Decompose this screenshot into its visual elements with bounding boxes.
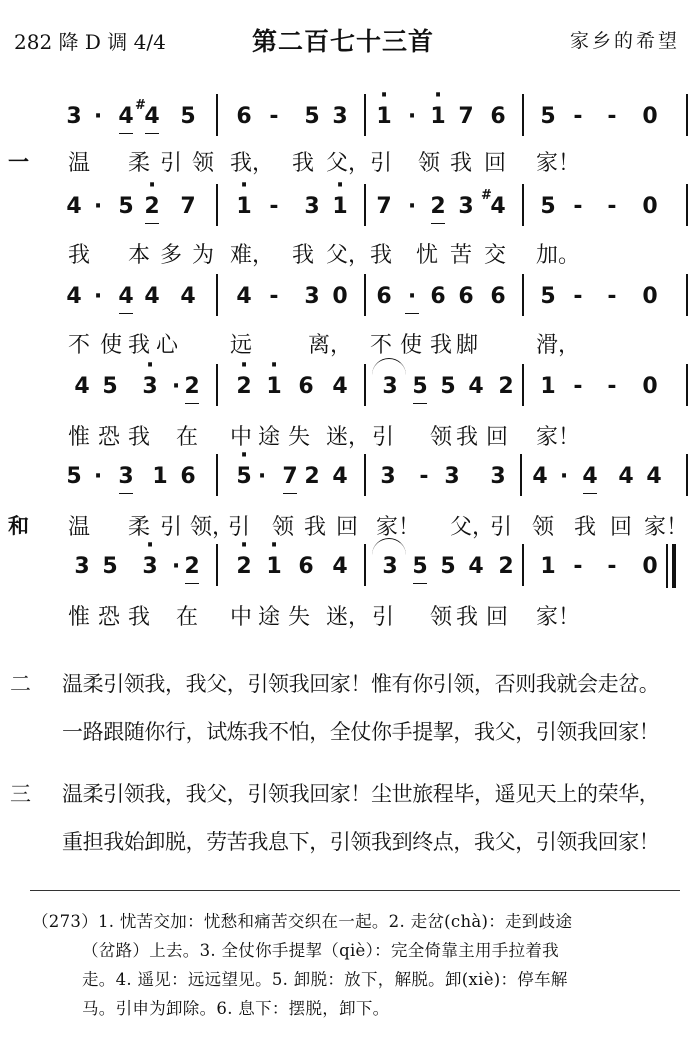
lyric-word: 引 <box>372 425 395 450</box>
note: · <box>398 284 426 309</box>
note: - <box>573 554 583 579</box>
note: - <box>573 374 583 399</box>
bar-line <box>686 274 688 316</box>
note: 2 <box>178 554 206 579</box>
bar-line <box>686 364 688 406</box>
notation-line <box>0 284 700 318</box>
footnote-line: 马。引申为卸除。6. 息下：摆脱，卸下。 <box>82 999 390 1018</box>
bar-line <box>522 544 524 586</box>
bar-line <box>686 184 688 226</box>
note: · 1 <box>230 194 258 219</box>
verse-number: 二 <box>10 672 31 696</box>
lyric-word: 我 <box>128 425 151 450</box>
note: · 3 <box>136 374 164 399</box>
note: 6 <box>490 104 506 129</box>
note: - <box>419 464 429 489</box>
note: 4 <box>332 464 348 489</box>
hymn-title: 第二百七十三首 <box>252 27 435 56</box>
verse-line: 重担我始卸脱，劳苦我息下，引领我到终点，我父，引领我回家！ <box>62 830 660 854</box>
bar-line <box>216 274 218 316</box>
note: 5 <box>540 104 556 129</box>
lyric-word: 在 <box>176 605 199 630</box>
note: 3 <box>444 464 460 489</box>
lyric-word: 温 <box>68 151 91 176</box>
note: 2 <box>498 374 514 399</box>
stanza-label: 和 <box>8 513 29 538</box>
note: 6 <box>458 284 474 309</box>
note: 4 <box>646 464 662 489</box>
lyric-word: 加。 <box>536 243 581 268</box>
lyric-line <box>0 238 700 272</box>
notation-line <box>0 194 700 228</box>
note: · 1 <box>424 104 452 129</box>
note: - <box>573 194 583 219</box>
note: 3 <box>490 464 506 489</box>
lyric-word: 忧 <box>416 243 439 268</box>
bar-line <box>520 454 522 496</box>
note: 0 <box>642 554 658 579</box>
notation-line <box>0 464 700 498</box>
bar-line <box>216 454 218 496</box>
note: · 1 <box>260 374 288 399</box>
lyric-word: 父， <box>450 515 495 540</box>
footnote-line: 走。4. 遥见：远远望见。5. 卸脱：放下，解脱。卸(xiè)：停车解 <box>82 970 568 989</box>
note: · <box>93 194 103 219</box>
verse-line: 温柔引领我，我父，引领我回家！尘世旅程毕，遥见天上的荣华， <box>62 782 660 806</box>
lyric-word: 使 <box>100 333 123 358</box>
lyric-word: 领 <box>430 425 453 450</box>
note: · 1 <box>370 104 398 129</box>
note: - <box>573 104 583 129</box>
lyric-word: 回 <box>484 151 507 176</box>
note: # 4 <box>484 194 512 219</box>
note: 1 <box>152 464 168 489</box>
notation-line <box>0 374 700 408</box>
note: 0 <box>332 284 348 309</box>
note: 6 <box>236 104 252 129</box>
lyric-word: 恐 <box>98 605 121 630</box>
bar-line <box>364 364 366 406</box>
bar-line <box>364 94 366 136</box>
note: 5 <box>102 554 118 579</box>
bar-line <box>364 544 366 586</box>
note: · 1 <box>260 554 288 579</box>
verse-number: 三 <box>10 782 31 806</box>
lyric-word: 失 <box>288 425 311 450</box>
note: 5 <box>406 374 434 399</box>
note: 4 <box>332 554 348 579</box>
bar-line <box>522 184 524 226</box>
note: · 1 <box>326 194 354 219</box>
lyric-word: 惟 <box>68 425 91 450</box>
lyric-word: 引 <box>372 605 395 630</box>
note: 4 <box>74 374 90 399</box>
lyric-word: 脚 <box>456 333 479 358</box>
lyric-line <box>0 420 700 454</box>
lyric-word: 使 <box>400 333 423 358</box>
note: - <box>269 284 279 309</box>
lyric-word: 在 <box>176 425 199 450</box>
note: - <box>607 374 617 399</box>
note: 5 <box>406 554 434 579</box>
note: · <box>257 464 267 489</box>
note: # 4 <box>138 104 166 129</box>
note: 3 <box>304 284 320 309</box>
note: 3 <box>332 104 348 129</box>
note: 2 <box>178 374 206 399</box>
lyric-word: 引 <box>370 151 393 176</box>
note: 4 <box>66 194 82 219</box>
note: 5 <box>540 284 556 309</box>
note: 3 <box>458 194 474 219</box>
stanza-label: 一 <box>8 149 29 174</box>
lyric-word: 领 <box>430 605 453 630</box>
lyric-word: 领 <box>532 515 555 540</box>
note: - <box>607 554 617 579</box>
lyric-word: 我 <box>456 425 479 450</box>
note: 4 <box>144 284 160 309</box>
lyric-word: 恐 <box>98 425 121 450</box>
lyric-word: 我 <box>456 605 479 630</box>
lyric-word: 离， <box>308 333 353 358</box>
lyric-word: 失 <box>288 605 311 630</box>
lyric-word: 家！ <box>376 515 421 540</box>
note: 4 <box>66 284 82 309</box>
note: · <box>171 374 181 399</box>
lyric-word: 柔 <box>128 515 151 540</box>
note: 4 <box>532 464 548 489</box>
lyric-word: 引 <box>160 151 183 176</box>
bar-line <box>364 454 366 496</box>
note: 5 <box>180 104 196 129</box>
note: 4 <box>468 374 484 399</box>
lyric-word: 中 <box>230 425 253 450</box>
bar-line <box>522 94 524 136</box>
footnote-divider <box>30 890 680 891</box>
note: 6 <box>180 464 196 489</box>
note: 6 <box>430 284 446 309</box>
note: 0 <box>642 194 658 219</box>
note: 6 <box>298 554 314 579</box>
lyric-word: 苦 <box>450 243 473 268</box>
note: · <box>171 554 181 579</box>
note: 4 <box>112 104 140 129</box>
note: 1 <box>540 374 556 399</box>
lyric-word: 父， <box>326 243 371 268</box>
lyric-word: 滑， <box>536 333 581 358</box>
bar-line <box>216 364 218 406</box>
lyric-word: 我 <box>128 333 151 358</box>
lyric-line <box>0 328 700 362</box>
note: 4 <box>236 284 252 309</box>
lyric-word: 我 <box>370 243 393 268</box>
note: - <box>607 104 617 129</box>
lyric-word: 不 <box>370 333 393 358</box>
note: 5 <box>304 104 320 129</box>
lyric-word: 难， <box>230 243 275 268</box>
lyric-word: 温 <box>68 515 91 540</box>
note: - <box>607 284 617 309</box>
note: · 2 <box>138 194 166 219</box>
lyric-word: 回 <box>486 605 509 630</box>
note: 2 <box>498 554 514 579</box>
note: 4 <box>332 374 348 399</box>
lyric-word: 领 <box>272 515 295 540</box>
note: 3 <box>380 464 396 489</box>
note: · <box>93 104 103 129</box>
lyric-word: 我 <box>304 515 327 540</box>
bar-line <box>216 94 218 136</box>
note: 4 <box>576 464 604 489</box>
lyric-word: 回 <box>486 425 509 450</box>
hymn-number-key: 282 降 D 调 4/4 <box>14 30 166 54</box>
note: 1 <box>540 554 556 579</box>
note: 2 <box>424 194 452 219</box>
note: - <box>607 194 617 219</box>
note: · <box>407 104 417 129</box>
note: 5 <box>118 194 134 219</box>
lyric-word: 领 <box>418 151 441 176</box>
lyric-word: 途 <box>258 605 281 630</box>
note: · <box>93 284 103 309</box>
lyric-line <box>0 510 700 544</box>
lyric-word: 引 <box>160 515 183 540</box>
bar-line <box>216 544 218 586</box>
lyric-word: 途 <box>258 425 281 450</box>
lyric-word: 远 <box>230 333 253 358</box>
lyric-word: 柔 <box>128 151 151 176</box>
note: 5 <box>440 374 456 399</box>
bar-line <box>364 274 366 316</box>
notation-line <box>0 554 700 588</box>
note: · 5 <box>230 464 258 489</box>
lyric-word: 我 <box>450 151 473 176</box>
lyric-word: 本 <box>128 243 151 268</box>
note: 7 <box>376 194 392 219</box>
lyric-line <box>0 600 700 634</box>
lyric-word: 我， <box>230 151 275 176</box>
note: 3 <box>382 554 398 579</box>
lyric-word: 中 <box>230 605 253 630</box>
lyric-word: 我 <box>68 243 91 268</box>
lyric-word: 家！ <box>644 515 689 540</box>
footnote-line: （岔路）上去。3. 全仗你手提挈（qiè）：完全倚靠主用手拉着我 <box>82 941 559 960</box>
note: · <box>407 194 417 219</box>
note: 6 <box>376 284 392 309</box>
lyric-word: 回 <box>336 515 359 540</box>
note: 7 <box>180 194 196 219</box>
note: · <box>559 464 569 489</box>
verse-line: 一路跟随你行，试炼我不怕，全仗你手提挈，我父，引领我回家！ <box>62 720 660 744</box>
note: · 2 <box>230 554 258 579</box>
lyric-word: 领， <box>190 515 235 540</box>
note: 3 <box>304 194 320 219</box>
note: - <box>573 284 583 309</box>
note: 3 <box>74 554 90 579</box>
bar-line <box>686 94 688 136</box>
note: 4 <box>618 464 634 489</box>
note: - <box>269 194 279 219</box>
lyric-word: 不 <box>68 333 91 358</box>
lyric-word: 我 <box>430 333 453 358</box>
bar-line <box>522 364 524 406</box>
note: 4 <box>112 284 140 309</box>
lyric-word: 我 <box>292 151 315 176</box>
lyric-word: 家！ <box>536 151 581 176</box>
lyric-word: 我 <box>292 243 315 268</box>
lyric-word: 领 <box>192 151 215 176</box>
lyric-word: 家！ <box>536 425 581 450</box>
lyric-word: 父， <box>326 151 371 176</box>
note: 3 <box>66 104 82 129</box>
note: 5 <box>66 464 82 489</box>
lyric-word: 为 <box>192 243 215 268</box>
note: 6 <box>298 374 314 399</box>
notation-line <box>0 104 700 138</box>
lyric-word: 回 <box>610 515 633 540</box>
bar-line <box>522 274 524 316</box>
note: 3 <box>112 464 140 489</box>
note: · 3 <box>136 554 164 579</box>
lyric-word: 迷， <box>326 605 371 630</box>
note: 4 <box>468 554 484 579</box>
bar-line <box>364 184 366 226</box>
note: 0 <box>642 374 658 399</box>
note: · 2 <box>230 374 258 399</box>
note: · <box>93 464 103 489</box>
bar-line <box>216 184 218 226</box>
note: 5 <box>440 554 456 579</box>
note: 0 <box>642 284 658 309</box>
note: 2 <box>304 464 320 489</box>
lyric-word: 我 <box>128 605 151 630</box>
lyric-word: 交 <box>484 243 507 268</box>
lyric-word: 心 <box>156 333 179 358</box>
lyric-word: 家！ <box>536 605 581 630</box>
note: 5 <box>540 194 556 219</box>
verse-line: 温柔引领我，我父，引领我回家！惟有你引领，否则我就会走岔。 <box>62 672 660 696</box>
note: 3 <box>382 374 398 399</box>
bar-line <box>686 454 688 496</box>
lyric-word: 引 <box>490 515 513 540</box>
note: 0 <box>642 104 658 129</box>
note: 7 <box>276 464 304 489</box>
note: - <box>269 104 279 129</box>
lyric-word: 迷， <box>326 425 371 450</box>
footnote-line: （273）1. 忧苦交加：忧愁和痛苦交织在一起。2. 走岔(chà)：走到歧途 <box>32 912 573 931</box>
note: 4 <box>180 284 196 309</box>
lyric-word: 我 <box>574 515 597 540</box>
note: 7 <box>458 104 474 129</box>
lyric-word: 多 <box>160 243 183 268</box>
note: 5 <box>102 374 118 399</box>
hymn-name: 家乡的希望 <box>569 30 680 52</box>
note: 6 <box>490 284 506 309</box>
lyric-word: 惟 <box>68 605 91 630</box>
lyric-word: 引 <box>228 515 251 540</box>
